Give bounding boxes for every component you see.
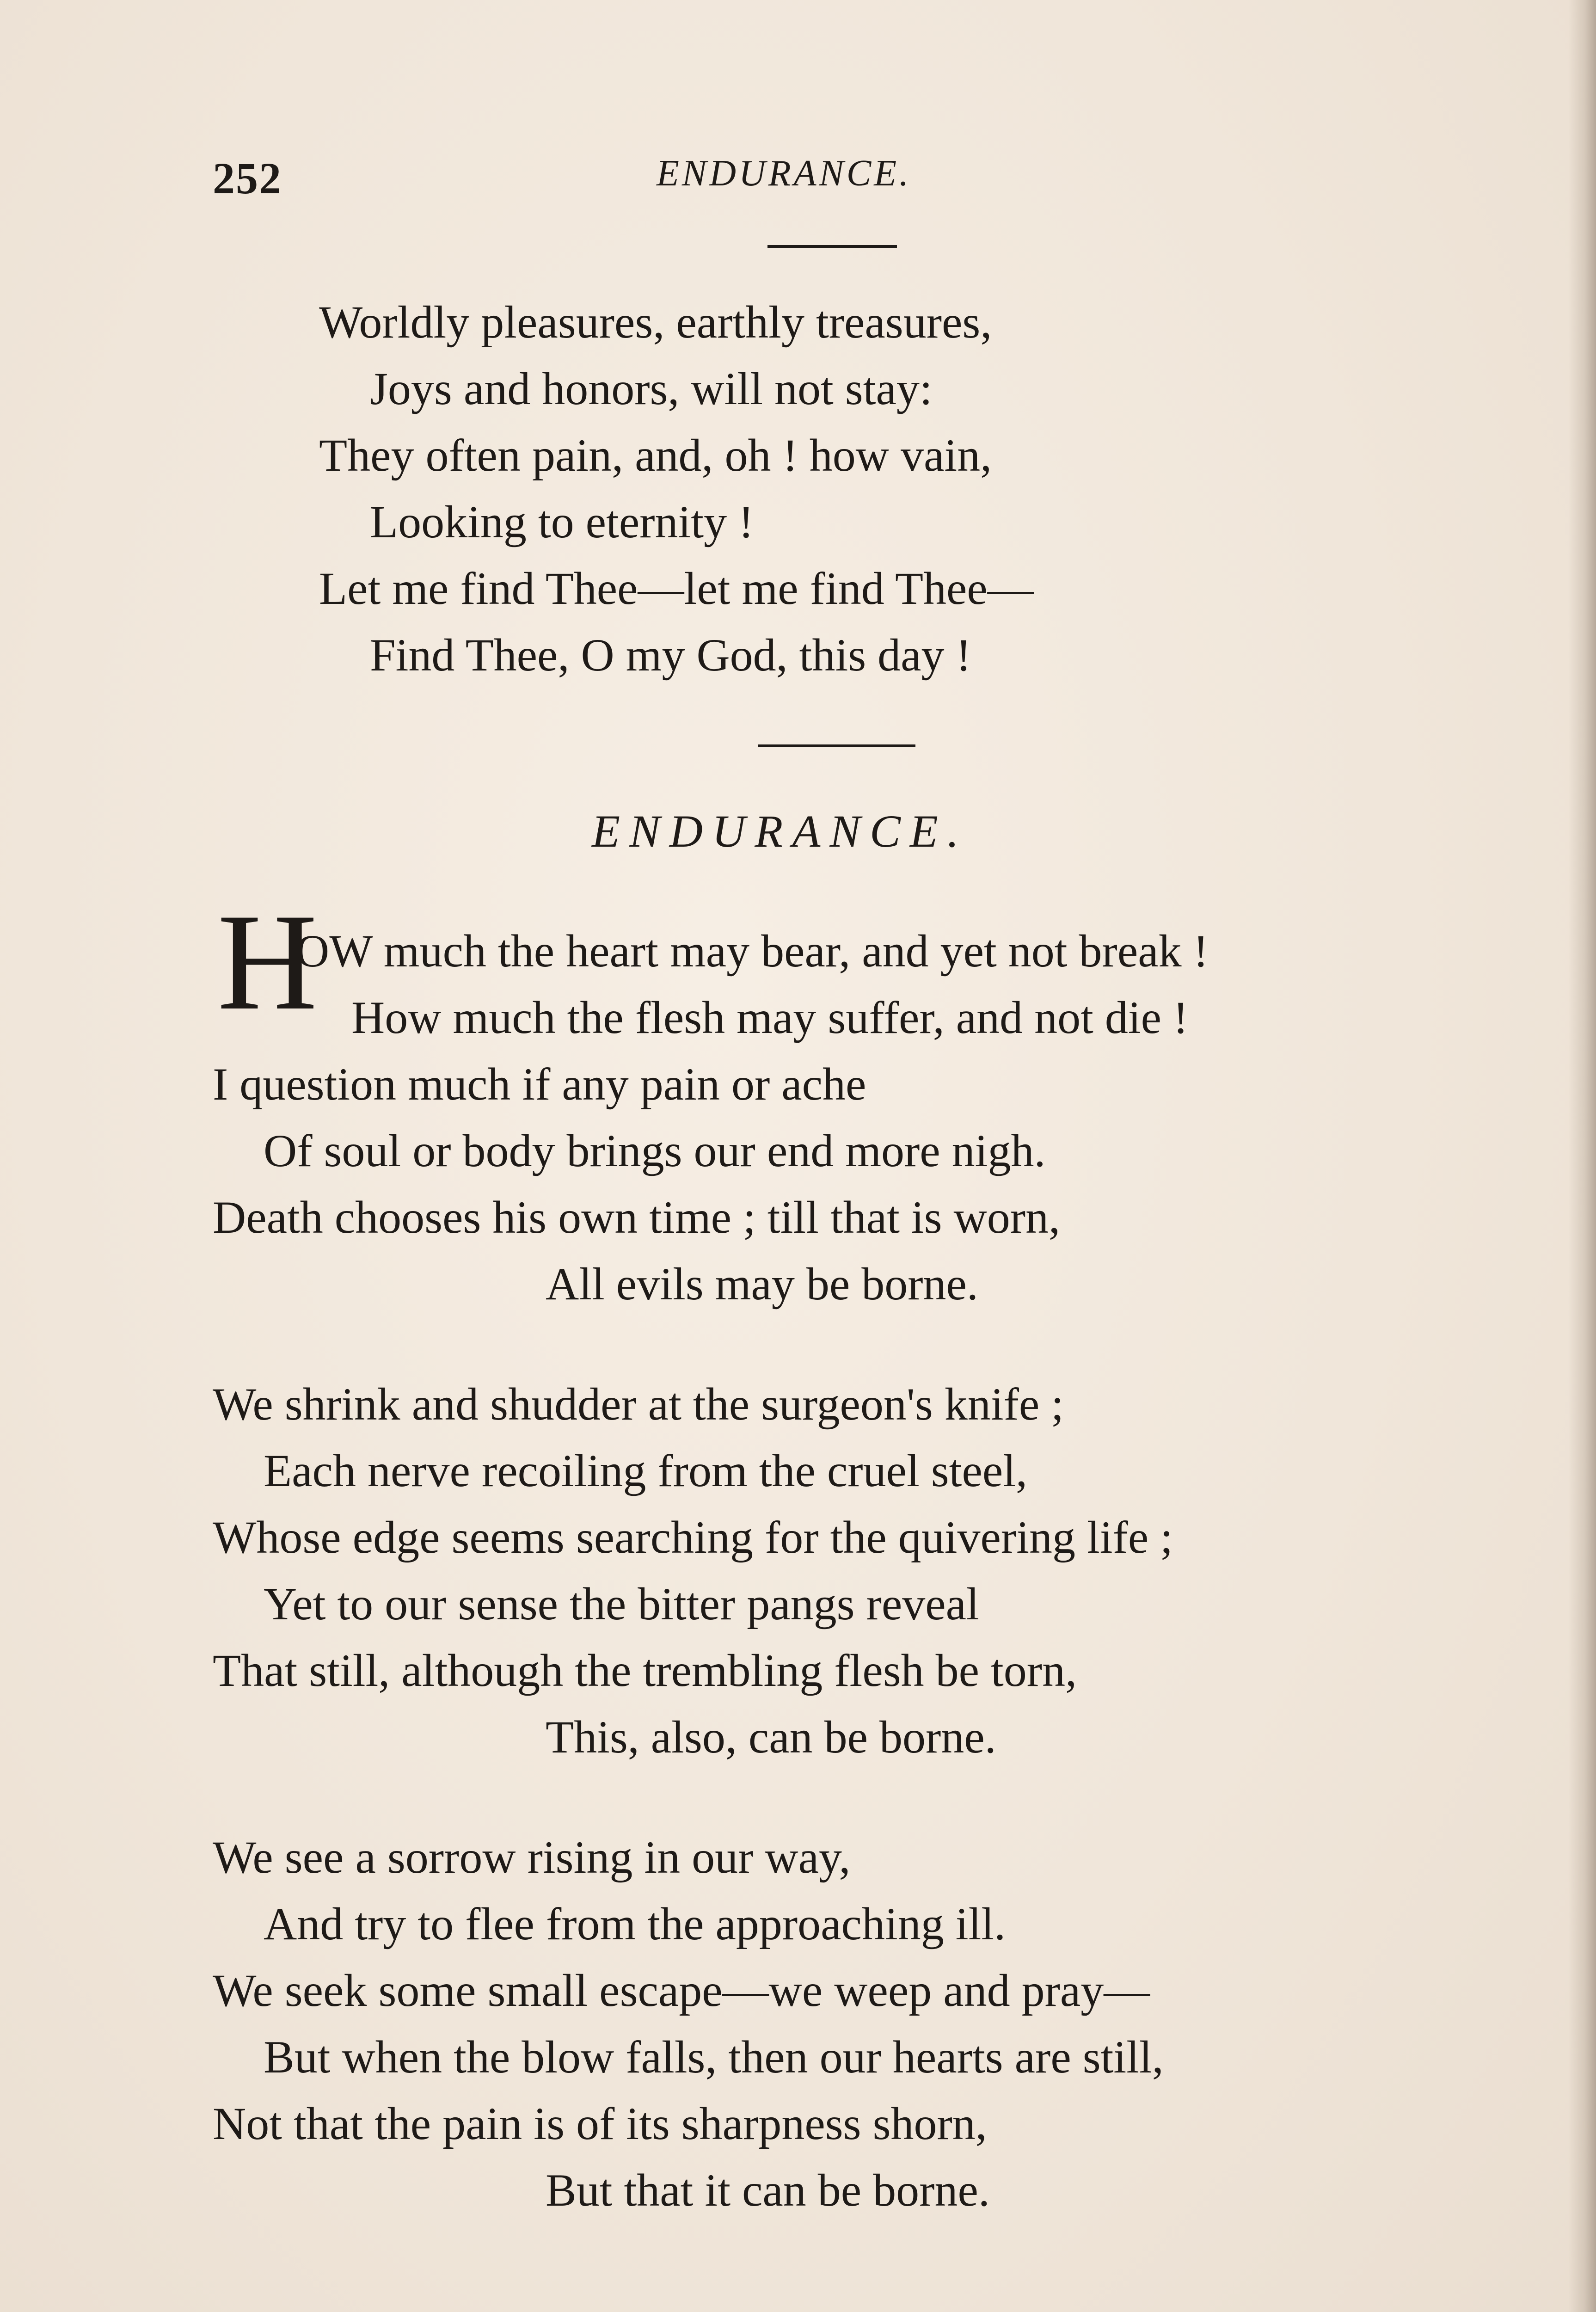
page-number: 252 <box>213 154 282 203</box>
verse-line: OW much the heart may bear, and yet not break ! <box>296 925 1209 977</box>
verse-line: I question much if any pain or ache <box>213 1058 866 1110</box>
verse-line: We seek some small escape—we weep and pray— <box>213 1965 1150 2016</box>
verse-line: And try to flee from the approaching ill. <box>264 1898 1006 1949</box>
verse-line: How much the flesh may suffer, and not die ! <box>351 992 1189 1043</box>
verse-line: Whose edge seems searching for the quivering life ; <box>213 1512 1173 1563</box>
verse-line: Worldly pleasures, earthly treasures, <box>319 296 992 348</box>
section-divider <box>767 245 897 248</box>
verse-refrain: This, also, can be borne. <box>546 1711 996 1763</box>
stanza-3 <box>213 1824 1164 2224</box>
drop-cap: H <box>217 885 318 1039</box>
verse-line: We see a sorrow rising in our way, <box>213 1832 851 1883</box>
section-divider <box>758 744 915 747</box>
verse-line: But when the blow falls, then our hearts are still, <box>264 2031 1164 2083</box>
verse-line: We shrink and shudder at the surgeon's knife ; <box>213 1378 1064 1430</box>
running-head <box>213 153 1461 208</box>
verse-line: Each nerve recoiling from the cruel steel, <box>264 1445 1028 1496</box>
running-title: ENDURANCE. <box>657 153 912 194</box>
verse-line: Yet to our sense the bitter pangs reveal <box>264 1578 979 1629</box>
page-edge-shadow <box>1568 0 1596 2312</box>
verse-line: Not that the pain is of its sharpness shorn, <box>213 2098 987 2149</box>
verse-line: Let me find Thee—let me find Thee— <box>319 563 1034 614</box>
verse-line: Death chooses his own time ; till that is worn, <box>213 1192 1061 1243</box>
verse-line: That still, although the trembling flesh be torn, <box>213 1645 1077 1696</box>
stanza-2 <box>213 1371 1173 1771</box>
verse-refrain: But that it can be borne. <box>546 2164 990 2216</box>
verse-line: Of soul or body brings our end more nigh. <box>264 1125 1046 1176</box>
verse-line: Looking to eternity ! <box>370 496 754 547</box>
previous-poem-stanza <box>319 289 1034 689</box>
verse-refrain: All evils may be borne. <box>546 1258 978 1310</box>
stanza-1 <box>213 1051 1060 1317</box>
verse-line: Find Thee, O my God, this day ! <box>370 629 971 681</box>
poem-opening-lines <box>296 918 1209 1051</box>
poem-title: ENDURANCE. <box>592 806 968 857</box>
verse-line: They often pain, and, oh ! how vain, <box>319 430 992 481</box>
verse-line: Joys and honors, will not stay: <box>370 363 933 414</box>
